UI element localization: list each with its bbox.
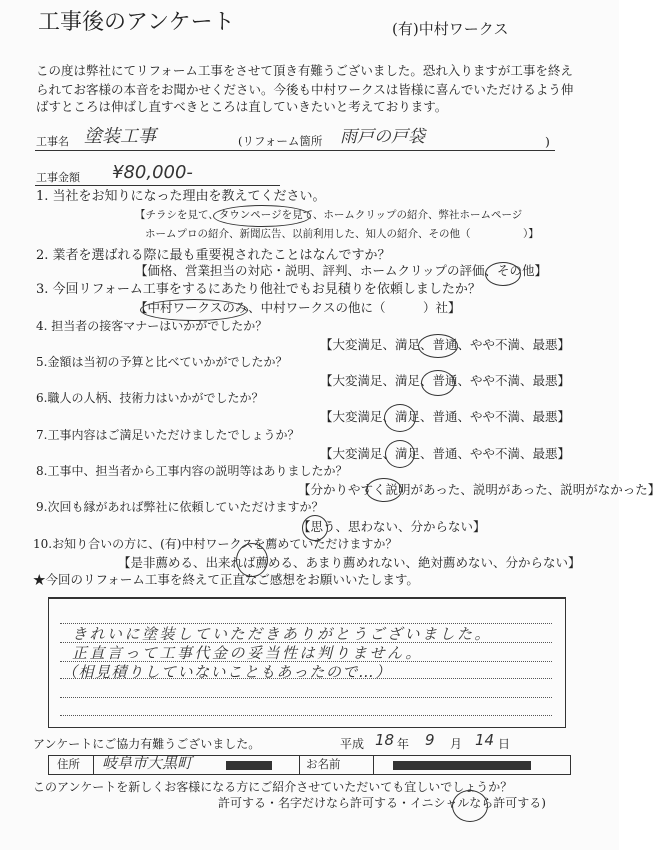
comment-text: （相見積りしていないこともあったので…） <box>62 663 392 681</box>
intro-line: この度は弊社にてリフォーム工事をさせて頂き有難うございました。恐れ入りますが工事を終え <box>36 63 573 78</box>
q1-options[interactable]: 【チラシを見て、タウンページを見て、ホームクリップの紹介、弊社ホームページ <box>135 209 523 221</box>
location-value[interactable]: 雨戸の戸袋 <box>340 127 425 147</box>
q7-options[interactable]: 【大変満足、満足、普通、やや不満、最悪】 <box>320 446 571 461</box>
intro-line: られてお客様の本音をお聞かせください。今後も中村ワークスは皆様に喜んでいただけるよう伸 <box>36 82 574 97</box>
question-8: 8.工事中、担当者から工事内容の説明等はありましたか？ <box>36 464 348 478</box>
q4-options[interactable]: 【大変満足、満足、普通、やや不満、最悪】 <box>320 337 571 352</box>
work-name-underline <box>35 150 555 151</box>
address-value[interactable]: 岐阜市大黒町 <box>102 754 193 772</box>
location-close: ) <box>545 134 550 149</box>
q1-selection-circle <box>213 205 311 227</box>
day-label: 日 <box>498 737 511 751</box>
q5-selection-circle <box>421 370 455 396</box>
q8-selection-circle <box>366 478 402 502</box>
location-label: (リフォーム箇所 <box>238 134 323 148</box>
address-label: 住所 <box>57 757 80 771</box>
work-name-value[interactable]: 塗装工事 <box>84 126 156 147</box>
era-label: 平成 <box>340 737 365 751</box>
question-3: 3. 今回リフォーム工事をするにあたり他社でもお見積りを依頼しましたか？ <box>36 282 481 297</box>
q3-options[interactable]: 【中村ワークスのみ、中村ワークスの他に（ ）社】 <box>135 300 461 315</box>
company-name: (有)中村ワークス <box>392 20 509 38</box>
q6-selection-circle <box>384 404 416 432</box>
amount-value[interactable]: ¥80,000- <box>112 162 193 183</box>
q2-selection-circle <box>485 262 521 286</box>
q8-options[interactable]: 【分かりやすく説明があった、説明があった、説明がなかった】 <box>298 482 660 497</box>
page-title: 工事後のアンケート <box>38 10 235 35</box>
work-name-label: 工事名 <box>36 135 69 148</box>
month-label: 月 <box>450 737 463 751</box>
q9-options[interactable]: 【思う、思わない、分からない】 <box>298 519 486 534</box>
permission-question: このアンケートを新しくお客様になる方にご紹介させていただいても宜しいでしょうか？ <box>33 780 513 794</box>
question-6: 6.職人の人柄、技術力はいかがでしたか？ <box>36 391 264 405</box>
amount-underline <box>35 185 280 186</box>
amount-label: 工事金額 <box>36 171 80 184</box>
address-redaction <box>226 761 272 770</box>
year-value[interactable]: 18 <box>375 731 395 749</box>
permission-selection-circle <box>452 790 488 822</box>
q2-options[interactable]: 【価格、営業担当の対応・説明、評判、ホームクリップの評価、その他】 <box>135 263 548 278</box>
thanks-text: アンケートにご協力有難うございました。 <box>33 737 261 751</box>
q6-options[interactable]: 【大変満足、満足、普通、やや不満、最悪】 <box>320 409 571 424</box>
q3-selection-circle <box>140 299 248 321</box>
question-4: 4. 担当者の接客マナーはいかがでしたか？ <box>36 319 268 333</box>
month-value[interactable]: 9 <box>425 731 435 749</box>
name-redaction[interactable] <box>393 761 531 770</box>
question-7: 7.工事内容はご満足いただけましたでしょうか？ <box>36 428 300 442</box>
q10-options[interactable]: 【是非薦める、出来れば薦める、あまり薦めれない、絶対薦めない、分からない】 <box>118 555 581 570</box>
name-label: お名前 <box>306 757 341 771</box>
question-2: 2. 業者を選ばれる際に最も重要視されたことはなんですか？ <box>36 248 391 263</box>
q7-selection-circle <box>385 440 415 468</box>
intro-line: ばすところは伸ばし直すべきところは直していきたいと考えております。 <box>36 99 448 114</box>
comment-prompt: ★今回のリフォーム工事を終えて正直なご感想をお願いいたします。 <box>33 572 419 587</box>
question-5: 5.金額は当初の予算と比べていかがでしたか？ <box>36 355 288 369</box>
question-1: 1. 当社をお知りになった理由を教えてください。 <box>36 189 326 204</box>
comment-line <box>60 715 552 716</box>
comment-text: きれいに塗装していただきありがとうございました。 <box>72 625 493 643</box>
question-9: 9.次回も縁があれば弊社に依頼していただけますか？ <box>36 500 324 514</box>
comment-line <box>60 697 552 698</box>
q5-options[interactable]: 【大変満足、満足、普通、やや不満、最悪】 <box>320 373 571 388</box>
day-value[interactable]: 14 <box>475 731 495 749</box>
q1-options[interactable]: ホームプロの紹介、新聞広告、以前利用した、知人の紹介、その他（ ）】 <box>145 228 539 240</box>
year-label: 年 <box>397 737 410 751</box>
comment-line <box>60 623 552 624</box>
question-10: 10.お知り合いの方に、(有)中村ワークスを薦めていただけますか？ <box>33 537 398 551</box>
permission-options[interactable]: 許可する・名字だけなら許可する・イニシャルなら許可する) <box>218 796 546 810</box>
comment-text: 正直言って工事代金の妥当性は判りません。 <box>72 644 423 662</box>
q4-selection-circle <box>418 334 458 358</box>
